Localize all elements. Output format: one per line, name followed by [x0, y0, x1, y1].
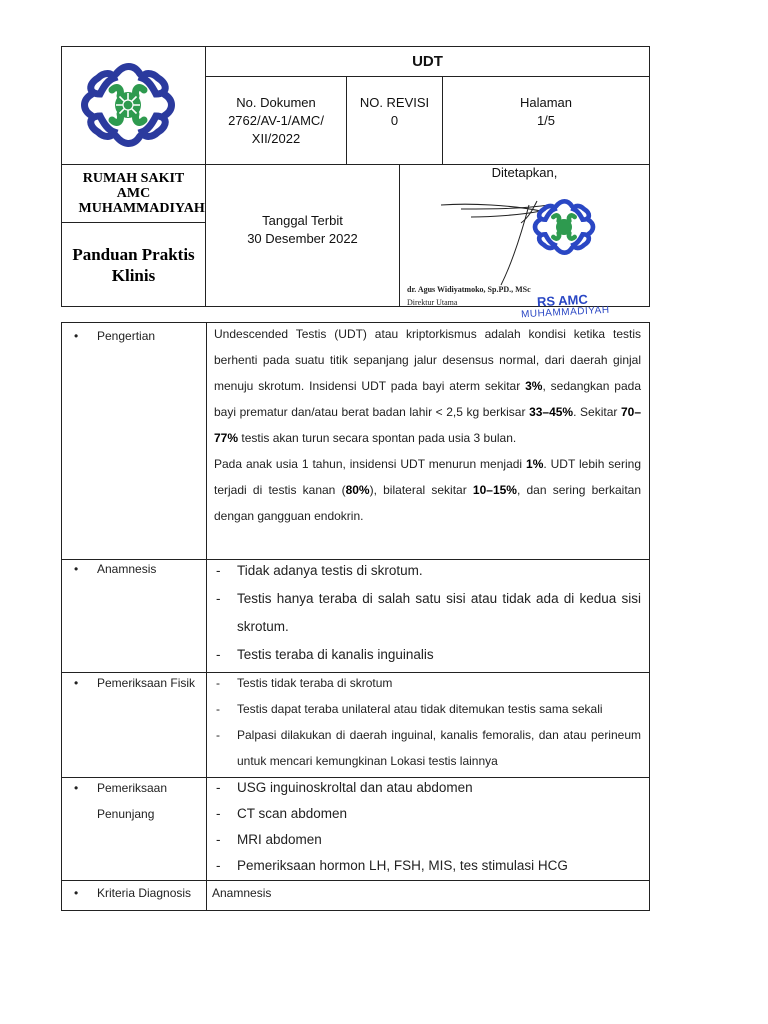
label-text: Pemeriksaan Fisik — [97, 676, 196, 690]
list-item: - CT scan abdomen — [214, 801, 641, 827]
text-span: testis akan turun secara spontan pada usia 3 bulan. — [238, 431, 517, 445]
revision-cell — [347, 77, 442, 147]
text-span: Pada anak usia 1 tahun, insidensi UDT menurun menjadi — [214, 457, 527, 471]
text-span: ), bilateral sekitar — [369, 483, 473, 497]
list-item: - Testis hanya teraba di salah satu sisi atau tidak ada di kedua sisi skrotum. — [214, 585, 641, 641]
text-span: Undescended Testis (UDT) atau kriptorkismus adalah kondisi ketika testis berhenti pada suatu titik sepanjang jalur desensus normal, dari daerah ginjal menuju skrotum. Insidensi UDT pada bayi aterm sekitar — [214, 327, 641, 393]
hospital-name — [62, 165, 205, 222]
stat-70-77pct: 70–77% — [214, 405, 641, 445]
doc-number-cell — [206, 77, 346, 164]
label-text: Kriteria Diagnosis — [97, 886, 192, 900]
pemeriksaan-penunjang-content — [214, 775, 641, 879]
stamp-text-secondary: MUHAMMADIYAH — [520, 304, 610, 321]
kriteria-diagnosis-value: Anamnesis — [212, 886, 272, 900]
page-value: 1/5 — [536, 113, 556, 128]
issue-date-value: 30 Desember 2022 — [247, 230, 358, 246]
page-label: Halaman — [519, 95, 573, 110]
page-cell — [443, 77, 649, 147]
pengertian-paragraph-1 — [214, 321, 641, 451]
text-span: , dan sering berkaitan dengan gangguan endokrin. — [214, 483, 641, 523]
hospital-name-text: RUMAH SAKIT AMC MUHAMMADIYAH — [78, 171, 205, 216]
divider — [399, 164, 400, 306]
issue-date-cell — [206, 165, 399, 306]
signatory-name: dr. Agus Widiyatmoko, Sp.PD., MSc — [407, 285, 531, 294]
doc-number-label: No. Dokumen — [236, 94, 316, 110]
clinical-guide-table — [61, 322, 650, 911]
stat-10-15pct: 10–15% — [472, 483, 517, 497]
revision-label: NO. REVISI — [359, 95, 430, 110]
signatory-title: Direktur Utama — [407, 298, 458, 307]
label-text: Anamnesis — [97, 562, 157, 576]
bullet-icon: • — [74, 562, 79, 576]
list-item: - Tidak adanya testis di skrotum. — [214, 557, 641, 585]
stamp-text-primary: RS AMC — [536, 291, 589, 310]
hospital-logo — [78, 60, 178, 150]
stat-80pct: 80% — [345, 483, 370, 497]
list-item: - Testis teraba di kanalis inguinalis — [214, 641, 641, 669]
guide-title-text: Panduan Praktis Klinis — [72, 244, 195, 285]
document-title: UDT — [412, 52, 443, 70]
stamp-logo-icon — [529, 197, 599, 257]
ditetapkan-label: Ditetapkan, — [491, 165, 558, 180]
pengertian-paragraph-2 — [214, 451, 641, 529]
list-item: - Palpasi dilakukan di daerah inguinal, kanalis femoralis, dan atau perineum untuk mencari kemungkinan Lokasi testis lainnya — [214, 722, 641, 774]
text-span: , sedangkan pada bayi prematur dan/atau berat badan lahir < 2,5 kg berkisar — [214, 379, 641, 419]
anamnesis-content — [214, 557, 641, 669]
bullet-icon: • — [74, 329, 79, 343]
revision-value: 0 — [390, 113, 399, 128]
list-item: - Testis dapat teraba unilateral atau tidak ditemukan testis sama sekali — [214, 696, 641, 722]
label-text: Pengertian — [97, 329, 156, 343]
text-span: . UDT lebih sering terjadi di testis kanan ( — [214, 457, 641, 497]
signature-icon — [401, 165, 649, 305]
doc-number-value: 2762/AV-1/AMC/ XII/2022 — [228, 112, 324, 146]
list-item: - Pemeriksaan hormon LH, FSH, MIS, tes stimulasi HCG — [214, 853, 641, 879]
stat-33-45pct: 33–45% — [529, 405, 574, 419]
issue-date-label: Tanggal Terbit — [262, 212, 343, 228]
pemeriksaan-penunjang-list — [214, 775, 641, 879]
bullet-icon: • — [74, 781, 79, 795]
label-text: Pemeriksaan Penunjang — [97, 781, 168, 821]
list-item: - USG inguinoskroltal dan atau abdomen — [214, 775, 641, 801]
pengertian-content — [214, 321, 641, 529]
document-header-table — [61, 46, 650, 321]
pemeriksaan-fisik-list — [214, 670, 641, 774]
list-item: - Testis tidak teraba di skrotum — [214, 670, 641, 696]
bullet-icon: • — [74, 886, 79, 900]
anamnesis-list — [214, 557, 641, 669]
stat-1pct: 1% — [526, 457, 544, 471]
pemeriksaan-fisik-content — [214, 670, 641, 774]
column-divider — [206, 323, 207, 910]
text-span: . Sekitar — [573, 405, 621, 419]
stat-3pct: 3% — [525, 379, 543, 393]
list-item: - MRI abdomen — [214, 827, 641, 853]
guide-title — [62, 223, 205, 306]
bullet-icon: • — [74, 676, 79, 690]
signature-area — [401, 165, 649, 321]
